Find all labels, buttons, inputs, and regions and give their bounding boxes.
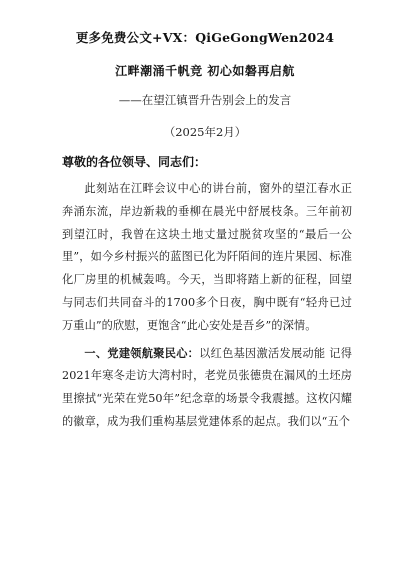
- paragraph-1-text: 此刻站在江畔会议中心的讲台前，窗外的望江春水正奔涌东流，岸边新栽的垂柳在晨光中舒展枝条。三年前初到望江时，我曾在这块土地丈量过脱贫攻坚的“最后一公里”，如今乡村振兴的蓝图已化为阡陌间的连片果园、标准化厂房里的机械轰鸣。今天，当即将踏上新的征程，回望与同志们共同奋斗的1700多个日夜，胸中既有“轻舟已过万重山”的欣慰，更饱含“此心安处是吾乡”的深情。: [62, 182, 352, 332]
- paragraph-2: [62, 342, 352, 434]
- document-date: （2025年2月）: [163, 125, 247, 139]
- paragraph-1: [62, 178, 352, 338]
- section-heading: 一、党建领航聚民心：: [84, 345, 200, 360]
- document-title: 江畔潮涌千帆竞 初心如磐再启航: [115, 64, 295, 78]
- salutation: 尊敬的各位领导、同志们：: [62, 155, 207, 169]
- document-body: [62, 178, 352, 438]
- document-subtitle: ——在望江镇晋升告别会上的发言: [118, 93, 292, 107]
- promo-header: 更多免费公文+VX：QiGeGongWen2024: [75, 30, 335, 45]
- paragraph-2-text: 以红色基因激活发展动能 记得2021年寒冬走访大湾村时，老党员张德贵在漏风的土坯房里擦拭“光荣在党50年”纪念章的场景令我震撼。这枚闪耀的徽章，成为我们重构基层党建体系的起点。我们以“五个: [62, 346, 352, 428]
